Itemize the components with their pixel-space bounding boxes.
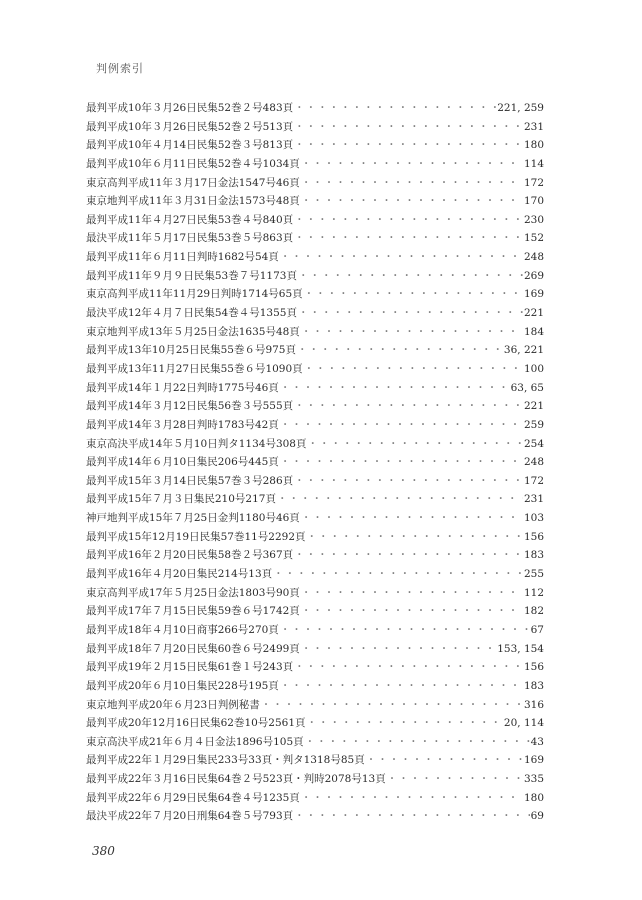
- page-reference: 169: [523, 754, 544, 767]
- case-citation: 最判平成20年12月16日民集62巻10号2561頁: [86, 717, 306, 730]
- case-citation: 最判平成22年６月29日民集64巻４号1235頁: [86, 791, 300, 804]
- index-entry: [86, 696, 544, 715]
- case-citation: 最判平成14年３月28日判時1783号42頁: [86, 418, 279, 431]
- page-reference: 153, 154: [497, 642, 544, 655]
- case-citation: 最判平成17年７月15日民集59巻６号1742頁: [86, 605, 300, 618]
- dot-leader: [280, 379, 510, 398]
- page-reference: 112: [523, 586, 544, 599]
- index-entry: [86, 621, 544, 640]
- page-reference: 221: [523, 400, 544, 413]
- index-entry: [86, 546, 544, 565]
- case-citation: 最判平成10年３月26日民集52巻２号513頁: [86, 120, 294, 133]
- dot-leader: [301, 640, 496, 659]
- index-entry: [86, 379, 544, 398]
- case-citation: 最判平成14年３月12日民集56巻３号555頁: [86, 400, 294, 413]
- dot-leader: [294, 397, 523, 416]
- index-entry: [86, 509, 544, 528]
- case-citation: 最判平成22年３月16日民集64巻２号523頁・判時2078号13頁: [86, 773, 386, 786]
- case-citation: 最判平成13年10月25日民集55巻６号975頁: [86, 344, 296, 357]
- page-reference: 69: [530, 810, 544, 823]
- case-citation: 最判平成10年４月14日民集52巻３号813頁: [86, 139, 294, 152]
- page-reference: 183: [523, 679, 544, 692]
- dot-leader: [280, 416, 523, 435]
- page-reference: 231: [523, 120, 544, 133]
- dot-leader: [294, 118, 523, 137]
- dot-leader: [387, 770, 523, 789]
- case-citation: 東京高決平成21年６月４日金法1896号105頁: [86, 735, 304, 748]
- dot-leader: [301, 323, 523, 342]
- index-entry: [86, 751, 544, 770]
- page-reference: 316: [523, 698, 544, 711]
- page-reference: 63, 65: [510, 381, 544, 394]
- dot-leader: [307, 714, 503, 733]
- dot-leader: [307, 528, 523, 547]
- dot-leader: [305, 733, 530, 752]
- dot-leader: [366, 751, 523, 770]
- dot-leader: [294, 658, 523, 677]
- index-entry: [86, 360, 544, 379]
- dot-leader: [294, 546, 523, 565]
- index-entry: [86, 677, 544, 696]
- case-citation: 最判平成14年６月10日集民206号445頁: [86, 456, 279, 469]
- dot-leader: [304, 285, 523, 304]
- index-entry: [86, 658, 544, 677]
- dot-leader: [273, 565, 523, 584]
- case-citation: 最判平成10年３月26日民集52巻２号483頁: [86, 102, 294, 114]
- index-entry: [86, 341, 544, 360]
- page-reference: 259: [523, 418, 544, 431]
- case-citation: 最決平成22年７月20日刑集64巻５号793頁: [86, 810, 294, 823]
- index-entry: [86, 453, 544, 472]
- index-entry: [86, 435, 544, 454]
- dot-leader: [280, 453, 523, 472]
- dot-leader: [301, 789, 523, 808]
- case-citation: 最判平成15年７月３日集民210号217頁: [86, 493, 276, 506]
- index-entry: [86, 155, 544, 174]
- dot-leader: [280, 621, 530, 640]
- index-entry: [86, 174, 544, 193]
- case-citation: 最判平成15年３月14日民集57巻３号286頁: [86, 474, 294, 487]
- index-entry: [86, 640, 544, 659]
- dot-leader: [304, 360, 523, 379]
- index-entry: [86, 192, 544, 211]
- index-entry: [86, 397, 544, 416]
- index-entry: [86, 584, 544, 603]
- dot-leader: [301, 584, 523, 603]
- page-reference: 255: [523, 568, 544, 581]
- page-reference: 183: [523, 549, 544, 562]
- index-entry: [86, 118, 544, 137]
- index-entry: [86, 733, 544, 752]
- case-citation: 最判平成11年９月９日民集53巻７号1173頁: [86, 269, 297, 282]
- dot-leader: [280, 248, 523, 267]
- page-reference: 231: [523, 493, 544, 506]
- case-citation: 神戸地判平成15年７月25日金判1180号46頁: [86, 512, 300, 525]
- case-citation: 東京地判平成13年５月25日金法1635号48頁: [86, 325, 300, 338]
- page-reference: 335: [523, 773, 544, 786]
- index-entry: [86, 99, 544, 118]
- page-reference: 43: [530, 735, 544, 748]
- dot-leader: [301, 155, 523, 174]
- page-reference: 180: [523, 791, 544, 804]
- page-reference: 156: [523, 661, 544, 674]
- index-entry: [86, 807, 544, 826]
- index-entry: [86, 229, 544, 248]
- dot-leader: [301, 174, 523, 193]
- dot-leader: [298, 304, 523, 323]
- case-citation: 最判平成22年１月29日集民233号33頁・判タ1318号85頁: [86, 754, 365, 767]
- dot-leader: [280, 677, 523, 696]
- page-reference: 103: [523, 512, 544, 525]
- index-entry: [86, 714, 544, 733]
- page-reference: 230: [523, 213, 544, 226]
- case-citation: 最判平成14年１月22日判時1775号46頁: [86, 381, 279, 394]
- dot-leader: [301, 602, 523, 621]
- page-reference: 100: [523, 362, 544, 375]
- page-reference: 170: [523, 195, 544, 208]
- dot-leader: [261, 696, 523, 715]
- running-head: 判例索引: [96, 62, 144, 75]
- dot-leader: [294, 807, 530, 826]
- case-citation: 東京高決平成14年５月10日判タ1134号308頁: [86, 437, 307, 450]
- case-citation: 最判平成13年11月27日民集55巻６号1090頁: [86, 362, 303, 375]
- page-reference: 169: [523, 288, 544, 301]
- index-entry: [86, 528, 544, 547]
- case-citation: 最判平成16年２月20日民集58巻２号367頁: [86, 549, 294, 562]
- case-citation: 東京地判平成20年６月23日判例秘書: [86, 698, 260, 711]
- page-reference: 67: [530, 623, 544, 636]
- case-citation: 東京高判平成11年３月17日金法1547号46頁: [86, 176, 300, 189]
- page-reference: 269: [523, 269, 544, 282]
- dot-leader: [301, 509, 523, 528]
- page-reference: 180: [523, 139, 544, 152]
- page-reference: 20, 114: [503, 717, 544, 730]
- page-reference: 152: [523, 232, 544, 245]
- dot-leader: [297, 341, 503, 360]
- case-citation: 最判平成20年６月10日集民228号195頁: [86, 679, 279, 692]
- dot-leader: [307, 435, 522, 454]
- page-reference: 36, 221: [503, 344, 544, 357]
- page-reference: 221: [523, 307, 544, 320]
- dot-leader: [294, 472, 523, 491]
- case-citation: 東京地判平成11年３月31日金法1573号48頁: [86, 195, 300, 208]
- case-citation: 最判平成11年４月27日民集53巻４号840頁: [86, 213, 294, 226]
- case-citation: 最決平成11年５月17日民集53巻５号863頁: [86, 232, 294, 245]
- dot-leader: [277, 490, 523, 509]
- index-entry: [86, 211, 544, 230]
- index-entry: [86, 323, 544, 342]
- case-citation: 最判平成16年４月20日集民214号13頁: [86, 568, 273, 581]
- page-reference: 172: [523, 474, 544, 487]
- index-entry: [86, 490, 544, 509]
- page-reference: 254: [523, 437, 544, 450]
- page-reference: 172: [523, 176, 544, 189]
- page-reference: 248: [523, 251, 544, 264]
- index-entry: [86, 565, 544, 584]
- dot-leader: [294, 229, 523, 248]
- case-citation: 最判平成18年７月20日民集60巻６号2499頁: [86, 642, 300, 655]
- index-entry: [86, 472, 544, 491]
- case-citation: 東京高判平成17年５月25日金法1803号90頁: [86, 586, 300, 599]
- page-reference: 221, 259: [497, 102, 544, 114]
- index-entry: [86, 416, 544, 435]
- case-index-list: [86, 99, 544, 826]
- page-reference: 248: [523, 456, 544, 469]
- case-citation: 最判平成11年６月11日判時1682号54頁: [86, 251, 279, 264]
- case-citation: 最決平成12年４月７日民集54巻４号1355頁: [86, 307, 297, 320]
- page-reference: 156: [523, 530, 544, 543]
- index-entry: [86, 602, 544, 621]
- page-number: 380: [92, 844, 115, 858]
- index-entry: [86, 267, 544, 286]
- page-reference: 114: [523, 157, 544, 170]
- page-reference: 184: [523, 325, 544, 338]
- index-entry: [86, 285, 544, 304]
- dot-leader: [301, 192, 523, 211]
- index-entry: [86, 248, 544, 267]
- index-entry: [86, 304, 544, 323]
- index-entry: [86, 789, 544, 808]
- dot-leader: [294, 211, 523, 230]
- index-entry: [86, 770, 544, 789]
- dot-leader: [294, 136, 523, 155]
- case-citation: 最判平成15年12月19日民集57巻11号2292頁: [86, 530, 306, 543]
- dot-leader: [298, 267, 523, 286]
- case-citation: 最判平成19年２月15日民集61巻１号243頁: [86, 661, 294, 674]
- index-entry: [86, 136, 544, 155]
- case-citation: 最判平成10年６月11日民集52巻４号1034頁: [86, 157, 300, 170]
- case-citation: 東京高判平成11年11月29日判時1714号65頁: [86, 288, 303, 301]
- case-citation: 最判平成18年４月10日商事266号270頁: [86, 623, 279, 636]
- dot-leader: [294, 99, 496, 118]
- page-reference: 182: [523, 605, 544, 618]
